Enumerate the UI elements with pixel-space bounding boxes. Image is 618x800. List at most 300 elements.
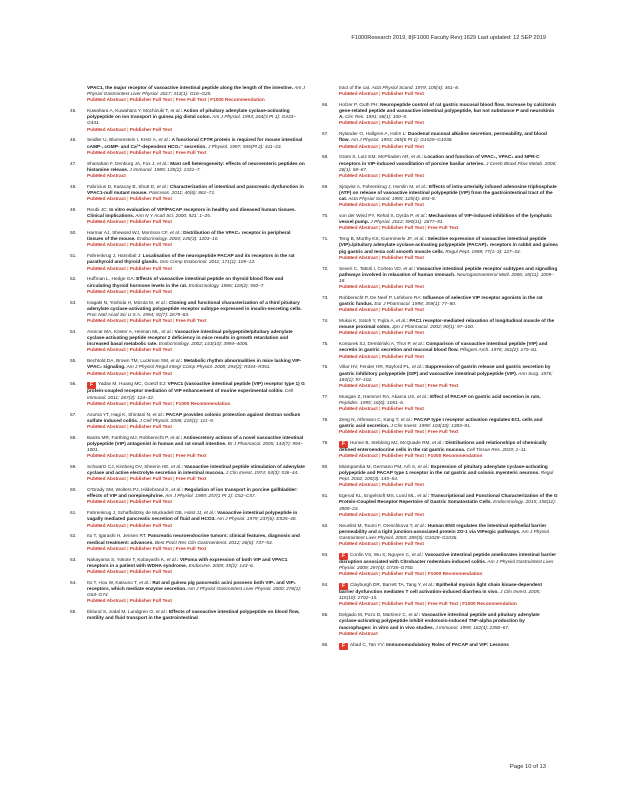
reference-authors: Asnicar MA, Köster A, Heiman ML,: [87, 329, 162, 335]
reference-authors: Seidler U, Blumenstein I, Kretz A,: [87, 138, 159, 144]
reference-et-al: et al.: [417, 494, 428, 500]
reference-item: [322, 643, 558, 650]
reference-item: [322, 441, 558, 460]
reference-et-al: et al.: [400, 417, 412, 423]
reference-link[interactable]: Free Full Text: [175, 454, 207, 460]
reference-title: Pancreatic neuroendocrine tumors: clinical features, diagnosis and medical treatment: advances.: [87, 534, 300, 546]
reference-citation: Cell Immunol. 2011; 267(2): 124–32.: [87, 389, 294, 401]
reference-link[interactable]: Publisher Full Text: [129, 546, 172, 552]
reference-link[interactable]: Publisher Full Text: [129, 454, 172, 460]
reference-citation: Am J Physiol. 1993; 265(6 Pt 1): G1029–G1038.: [349, 138, 453, 144]
reference-item: [70, 581, 306, 606]
reference-link[interactable]: Free Full Text: [175, 477, 207, 483]
reference-number: 67.: [322, 132, 329, 138]
reference-et-al: et al.: [166, 557, 177, 563]
reference-item: [70, 436, 306, 461]
reference-item: [322, 418, 558, 436]
reference-links: [339, 145, 558, 151]
reference-title: : PACAP provides colonic protection against dextran sodium sulfate induced colitis.: [87, 412, 301, 424]
reference-links: [339, 121, 558, 127]
reference-title: : PAC1 receptor-mediated relaxation of longitudinal muscle of the mouse proximal colon.: [339, 319, 555, 331]
reference-number: 79.: [322, 440, 329, 446]
reference-link[interactable]: PubMed Abstract: [339, 602, 378, 608]
reference-links: [87, 128, 306, 134]
reference-et-al: et al.: [411, 552, 423, 558]
reference-link[interactable]: PubMed Abstract: [339, 255, 378, 261]
reference-link[interactable]: Publisher Full Text: [381, 255, 424, 261]
reference-number: 46.: [70, 138, 77, 144]
reference-item: [322, 267, 558, 292]
reference-links: [87, 267, 306, 273]
reference-title: : Vasoactive intestinal polypeptide in vagally mediated pancreatic secretion of fluid and HCO3.: [87, 511, 298, 523]
reference-title: : Distributions and relationships of chemically defined enteroendocrine cells in the rat gastric mucosa.: [339, 440, 547, 453]
reference-citation: Ann N Y Acad Sci. 2000; 921: 1–25.: [134, 214, 212, 220]
reference-link[interactable]: Publisher Full Text: [381, 383, 424, 389]
reference-links: [339, 92, 558, 98]
reference-number: 77.: [322, 394, 329, 400]
reference-number: 64.: [70, 580, 77, 586]
reference-authors: Nakayama S, Yokote T, Kobayashi K,: [87, 557, 167, 563]
reference-link[interactable]: PubMed Abstract: [87, 454, 126, 460]
link-separator: |: [125, 243, 130, 249]
link-separator: |: [125, 599, 130, 605]
reference-et-al: et al.: [415, 184, 427, 190]
reference-citation: Am J Physiol Gastrointest Liver Physiol. 2009; 297(4): G735–G750.: [339, 559, 554, 572]
reference-link[interactable]: Publisher Full Text: [129, 599, 172, 605]
reference-link[interactable]: Free Full Text: [175, 98, 207, 104]
reference-links: [87, 372, 306, 378]
reference-citation: Acta Physiol Scand. 1979; 105(4): 461–8.: [370, 86, 460, 91]
reference-number: 75.: [322, 342, 329, 348]
reference-title: : Antisecretory actions of a novel vasoactive intestinal polypeptide (VIP) antagonist in human and rat small intestine.: [87, 435, 304, 447]
link-separator: |: [377, 430, 382, 436]
link-separator: |: [423, 430, 428, 436]
reference-authors: Conlin VS, Wu X, Nguyen C,: [350, 552, 412, 558]
reference-link[interactable]: PubMed Abstract: [87, 243, 126, 249]
reference-item: [322, 583, 558, 608]
reference-et-al: et al.: [203, 511, 215, 517]
reference-item: [70, 301, 306, 326]
reference-et-al: et al.: [416, 394, 428, 400]
link-separator: |: [377, 92, 382, 98]
reference-number: 47.: [70, 161, 77, 167]
reference-citation: J Immunol. 1999; 162(4): 2358–67.: [434, 625, 510, 631]
reference-links: [339, 572, 558, 578]
reference-title: : Effect of PACAP on gastric acid secretion in rats.: [427, 394, 541, 400]
reference-links: [339, 454, 558, 460]
reference-title: : Cloning and functional characterization of a third pituitary adenylate cyclase-activating polypeptide receptor subtype expressed in insulin-secreting cells.: [87, 300, 302, 312]
reference-number: 58.: [70, 435, 77, 441]
reference-links: [339, 632, 558, 638]
reference-citation: Acta Physiol Scand. 1985; 125(4): 693–8.: [347, 197, 436, 203]
reference-link[interactable]: PubMed Abstract: [87, 173, 126, 179]
reference-links: [339, 602, 558, 608]
reference-title: tract of the cat.: [339, 86, 371, 91]
reference-link[interactable]: PubMed Abstract: [339, 572, 378, 578]
reference-link[interactable]: PubMed Abstract: [339, 383, 378, 389]
reference-link[interactable]: Free Full Text: [175, 319, 207, 325]
link-separator: |: [171, 546, 176, 552]
reference-link[interactable]: PubMed Abstract: [87, 569, 126, 575]
reference-item: [70, 208, 306, 226]
reference-title: Localisation of the neuropeptide PACAP and its receptors in the rat parathyroid and thyroid glands.: [87, 254, 295, 266]
reference-link[interactable]: Free Full Text: [175, 150, 207, 156]
reference-item: [322, 296, 558, 314]
reference-et-al: et al.: [171, 464, 182, 470]
reference-link[interactable]: PubMed Abstract: [87, 371, 126, 377]
reference-link[interactable]: Publisher Full Text: [381, 144, 424, 150]
reference-item: [70, 86, 306, 104]
reference-link[interactable]: PubMed Abstract: [87, 500, 126, 506]
reference-number: 49.: [70, 207, 77, 213]
reference-et-al: et al.: [415, 214, 426, 220]
reference-link[interactable]: F1000 Recommendation: [175, 401, 231, 407]
reference-links: [87, 290, 306, 296]
reference-item: [322, 103, 558, 128]
reference-item: [322, 365, 558, 390]
reference-link[interactable]: Publisher Full Text: [381, 406, 424, 412]
reference-link[interactable]: Publisher Full Text: [381, 203, 424, 209]
reference-number: 84.: [322, 583, 329, 589]
reference-link[interactable]: Publisher Full Text: [129, 569, 172, 575]
reference-item: [322, 86, 558, 98]
reference-authors: Harmar AJ, Sheward WJ, Morrison CF,: [87, 231, 170, 237]
reference-link[interactable]: Publisher Full Text: [129, 220, 172, 226]
reference-citation: J Clin Invest. 1974; 54(3): 536–44.: [224, 471, 299, 477]
reference-authors: Kuwahara A, Kuwahara Y, Mochizuki T,: [87, 109, 171, 115]
link-separator: |: [125, 220, 130, 226]
reference-number: 76.: [322, 365, 329, 371]
reference-et-al: et al.: [155, 300, 166, 306]
reference-title: : Suppression of gastrin release and gastric secretion by gastric inhibitory polypeptide (GIP) and vasoactive intestinal polypeptide (VIP).: [339, 365, 551, 377]
reference-links: [87, 220, 306, 226]
reference-link[interactable]: PubMed Abstract: [339, 354, 378, 360]
f1000-recommended-icon: F: [339, 643, 348, 650]
reference-et-al: et al.: [156, 184, 168, 190]
reference-link[interactable]: PubMed Abstract: [87, 220, 126, 226]
f1000-recommended-icon: F: [87, 382, 96, 389]
reference-citation: Endocrinology. 1986; 118(2): 550–7.: [187, 283, 265, 289]
reference-title: : Expression of pituitary adenylate cyclase-activating polypeptide and PACAP type 1 receptor in the rat gastric and colonic myenteric neurons.: [339, 464, 548, 477]
reference-title: : Regulation of ion transport in porcine gallbladder: effects of VIP and norepinephrine.: [87, 488, 298, 500]
reference-citation: Am J Physiol. 1989; 257(1 Pt 1): C52–C57.: [163, 494, 256, 500]
reference-title: : Distribution of the VPAC₂ receptor in peripheral tissues of the mouse.: [87, 231, 291, 243]
reference-link[interactable]: Publisher Full Text: [381, 285, 424, 291]
reference-citation: Jpn J Pharmacol. 2002; 90(1): 97–100.: [390, 325, 475, 331]
reference-authors: Ito T, Hou W, Katsuno T,: [87, 580, 140, 586]
reference-link[interactable]: F1000 Recommendation: [210, 98, 265, 104]
reference-item: [322, 553, 558, 578]
link-separator: |: [377, 572, 382, 578]
link-separator: |: [377, 308, 382, 314]
reference-item: [322, 465, 558, 490]
reference-link[interactable]: PubMed Abstract: [87, 150, 126, 156]
reference-et-al: et al.: [139, 580, 150, 586]
reference-link[interactable]: Free Full Text: [427, 383, 459, 389]
reference-authors: Neunlist M, Toumi F, Oreschkova T,: [339, 523, 415, 529]
reference-link[interactable]: Publisher Full Text: [381, 542, 424, 548]
reference-link[interactable]: PubMed Abstract: [87, 197, 126, 203]
reference-links: [339, 203, 558, 209]
reference-authors: Azuma YT, Hagi K, Shintani N,: [87, 412, 153, 418]
reference-links: [87, 348, 306, 354]
reference-title: : Transcriptional and Functional Characterization of the G Protein-Coupled Receptor Repertoire of Gastric Somatostatin Cells.: [339, 494, 558, 506]
reference-authors: Banks MR, Farthing MJ, Robberecht P,: [87, 435, 171, 441]
reference-links: [87, 402, 306, 408]
reference-link[interactable]: Publisher Full Text: [381, 331, 424, 337]
reference-link[interactable]: Publisher Full Text: [381, 92, 424, 98]
reference-authors: Robberecht P, De Neef P, Lefebvre RA:: [339, 295, 424, 301]
reference-citation: Endocrine. 2009; 35(2): 143–6.: [187, 563, 254, 569]
reference-citation: Gen Comp Endocrinol. 2011; 171(1): 105–13.: [158, 260, 256, 266]
reference-link[interactable]: Publisher Full Text: [129, 401, 172, 407]
reference-authors: Nylander O, Hallgren A, Holm L:: [339, 132, 408, 138]
reference-link[interactable]: Publisher Full Text: [381, 308, 424, 314]
reference-number: 62.: [70, 534, 77, 540]
reference-links: [339, 407, 558, 413]
reference-item: [70, 488, 306, 506]
reference-et-al: et al.: [403, 266, 414, 272]
reference-authors: Abad C, Tan YV:: [350, 642, 387, 648]
reference-item: [322, 342, 558, 360]
reference-link[interactable]: Publisher Full Text: [381, 226, 424, 232]
link-separator: |: [171, 150, 176, 156]
reference-link[interactable]: Publisher Full Text: [129, 243, 172, 249]
reference-link[interactable]: Free Full Text: [175, 546, 207, 552]
reference-link[interactable]: Publisher Full Text: [129, 197, 172, 203]
reference-links: [87, 319, 306, 325]
reference-title: : Vasoactive intestinal peptide ameliorates intestinal barrier disruption associated with Citrobacter rodentium-induced colitis.: [339, 552, 557, 565]
reference-title: : Epithelial myosin light chain kinase-dependent barrier dysfunction mediates T cell activation-induced diarrhea in vivo.: [339, 583, 543, 596]
reference-number: 54.: [70, 329, 77, 335]
reference-link[interactable]: Free Full Text: [427, 430, 459, 436]
reference-link[interactable]: Publisher Full Text: [129, 127, 172, 133]
reference-item: [70, 277, 306, 295]
reference-link[interactable]: PubMed Abstract: [339, 430, 378, 436]
reference-number: 51.: [70, 254, 77, 260]
reference-item: [70, 109, 306, 134]
reference-link[interactable]: PubMed Abstract: [339, 454, 378, 460]
reference-item: [70, 558, 306, 576]
reference-number: 78.: [322, 417, 329, 423]
reference-title: : Mechanisms of VIP-induced inhibition of the lymphatic vessel pump.: [339, 214, 553, 226]
reference-authors: O'Grady SM, Wolters PJ, Hildebrand K,: [87, 488, 172, 494]
reference-citation: J Cereb Blood Flow Metab. 2006; 26(1): 58–67.: [339, 161, 557, 173]
reference-links: [87, 599, 306, 605]
reference-link[interactable]: Publisher Full Text: [129, 98, 172, 104]
reference-link[interactable]: PubMed Abstract: [339, 144, 378, 150]
reference-link[interactable]: Publisher Full Text: [129, 523, 172, 529]
reference-link[interactable]: PubMed Abstract: [87, 546, 126, 552]
reference-link[interactable]: PubMed Abstract: [339, 406, 378, 412]
reference-authors: Schwartz CJ, Kimberg DV, Sheerin HE,: [87, 464, 172, 470]
reference-number: 69.: [322, 184, 329, 190]
reference-authors: Holzer P, Guth PH:: [339, 103, 381, 108]
reference-link[interactable]: Publisher Full Text: [381, 602, 424, 608]
reference-link[interactable]: PubMed Abstract: [339, 121, 378, 127]
reference-authors: Inagaki N, Yoshida H, Mizuta M,: [87, 300, 156, 306]
reference-title: : Vasoactive intestinal peptide receptor subtypes and signalling pathways involved in relaxation of human stomach.: [339, 266, 558, 278]
link-separator: |: [377, 121, 382, 127]
reference-title: : Vasoactive intestinal peptide stimulation of adenylate cyclase and active electrolyte secretion in intestinal mucosa.: [87, 464, 305, 477]
reference-link[interactable]: PubMed Abstract: [87, 266, 126, 272]
reference-link[interactable]: PubMed Abstract: [87, 401, 126, 407]
reference-link[interactable]: PubMed Abstract: [339, 542, 378, 548]
reference-number: 85.: [322, 613, 329, 619]
reference-citation: Am J Physiol Gastrointest Liver Physiol. 2003; 285(5): G1028–G1036.: [339, 529, 549, 541]
reference-number: 65.: [70, 610, 77, 616]
reference-title: : Metabolic rhythm abnormalities in mice lacking VIP-VPAC₂ signaling.: [87, 359, 302, 371]
reference-link[interactable]: PubMed Abstract: [339, 331, 378, 337]
reference-link[interactable]: Publisher Full Text: [381, 454, 424, 460]
reference-link[interactable]: PubMed Abstract: [339, 285, 378, 291]
reference-links: [339, 308, 558, 314]
reference-link[interactable]: Free Full Text: [427, 226, 459, 232]
page-header: F1000Research 2019, 8(F1000 Faculty Rev):1629 Last updated: 12 SEP 2019: [351, 35, 546, 41]
reference-link[interactable]: Publisher Full Text: [129, 289, 172, 295]
link-separator: |: [125, 348, 130, 354]
reference-item: [322, 155, 558, 180]
reference-title: : Effects of intra-arterially infused adenosine triphosphate (ATP) on release of vasoactive intestinal polypeptide (VIP) from the gastrointestinal tract of the cat.: [339, 184, 557, 203]
reference-et-al: et al.: [414, 237, 425, 243]
reference-link[interactable]: Publisher Full Text: [129, 424, 172, 430]
reference-link[interactable]: PubMed Abstract: [87, 424, 126, 430]
reference-item: [322, 319, 558, 337]
reference-link[interactable]: Publisher Full Text: [129, 348, 172, 354]
reference-link[interactable]: PubMed Abstract: [339, 631, 378, 637]
reference-link[interactable]: PubMed Abstract: [339, 173, 378, 179]
link-separator: |: [125, 401, 130, 407]
reference-citation: J Clin Invest. 1999; 104(10): 1383–91.: [389, 423, 472, 429]
reference-link[interactable]: Publisher Full Text: [129, 266, 172, 272]
reference-citation: Endocrinology. 2002; 143(10): 3994–4006.: [157, 342, 249, 348]
reference-links: [87, 425, 306, 431]
link-separator: |: [125, 424, 130, 430]
reference-link[interactable]: Publisher Full Text: [381, 572, 424, 578]
reference-number: 56.: [70, 382, 77, 388]
reference-number: 68.: [322, 155, 329, 161]
reference-link[interactable]: PubMed Abstract: [339, 92, 378, 98]
link-separator: |: [171, 319, 176, 325]
reference-link[interactable]: Publisher Full Text: [381, 121, 424, 127]
reference-link[interactable]: Publisher Full Text: [129, 500, 172, 506]
reference-authors: Mungan Z, Hammer RA, Akarca US,: [339, 394, 417, 400]
reference-link[interactable]: Free Full Text: [427, 602, 459, 608]
reference-link[interactable]: PubMed Abstract: [87, 98, 126, 104]
reference-link[interactable]: PubMed Abstract: [87, 127, 126, 133]
reference-item: [322, 524, 558, 549]
reference-link[interactable]: Publisher Full Text: [381, 512, 424, 518]
reference-link[interactable]: PubMed Abstract: [87, 477, 126, 483]
reference-title: : A functional CFTR protein is required for mouse intestinal cAMP-, cGMP- and Ca²⁺-dependent HCO₃⁻ secretion.: [87, 138, 303, 150]
reference-number: 80.: [322, 464, 329, 470]
reference-authors: Villar HV, Fender HR, Rayford PL,: [339, 365, 412, 371]
reference-link[interactable]: Publisher Full Text: [381, 483, 424, 489]
references-right-column: [322, 86, 558, 654]
reference-links: [87, 477, 306, 483]
reference-link[interactable]: Publisher Full Text: [129, 477, 172, 483]
link-separator: |: [125, 569, 130, 575]
link-separator: |: [458, 602, 463, 608]
link-separator: |: [377, 331, 382, 337]
reference-et-al: et al.: [171, 488, 182, 494]
reference-link[interactable]: Publisher Full Text: [381, 430, 424, 436]
reference-citation: Regul Pept. 2002; 105(3): 145–54.: [339, 471, 554, 483]
reference-et-al: et al.: [408, 613, 419, 619]
reference-link[interactable]: Publisher Full Text: [129, 371, 172, 377]
reference-link[interactable]: PubMed Abstract: [339, 483, 378, 489]
reference-item: [70, 162, 306, 180]
reference-link[interactable]: F1000 Recommendation: [427, 454, 483, 460]
reference-authors: Grant S, Lutz EM, McPhaden AR,: [339, 155, 412, 161]
reference-link[interactable]: PubMed Abstract: [87, 523, 126, 529]
reference-item: [70, 382, 306, 407]
reference-citation: Br J Pharmacol. 2005; 144(7): 994–1001.: [87, 441, 303, 453]
link-separator: |: [377, 285, 382, 291]
reference-et-al: et al.: [152, 412, 163, 418]
reference-authors: Sjöqvist A, Fahrenkrug J, Hemlin M,: [339, 184, 416, 190]
reference-item: [70, 330, 306, 355]
reference-link[interactable]: PubMed Abstract: [87, 599, 126, 605]
reference-link[interactable]: Publisher Full Text: [381, 173, 424, 179]
reference-link[interactable]: PubMed Abstract: [87, 319, 126, 325]
reference-item: [70, 511, 306, 529]
reference-authors: Reubi JC:: [87, 207, 110, 213]
link-separator: |: [125, 546, 130, 552]
reference-et-al: et al.: [411, 155, 422, 161]
reference-link[interactable]: Publisher Full Text: [129, 150, 172, 156]
reference-link[interactable]: Publisher Full Text: [129, 319, 172, 325]
reference-link[interactable]: Publisher Full Text: [381, 354, 424, 360]
reference-authors: Ito T, Igarashi H, Jensen RT:: [87, 534, 148, 540]
link-separator: |: [171, 401, 176, 407]
reference-link[interactable]: PubMed Abstract: [339, 512, 378, 518]
reference-number: 48.: [70, 184, 77, 190]
f1000-recommended-icon: F: [339, 553, 348, 560]
reference-et-al: et al.: [170, 109, 181, 115]
reference-links: [87, 454, 306, 460]
reference-authors: Konturek SJ, Dembiński A, Thor P,: [339, 342, 413, 348]
link-separator: |: [125, 371, 130, 377]
reference-number: 83.: [322, 552, 329, 558]
reference-item: [70, 359, 306, 377]
f1000-recommended-icon: F: [339, 583, 348, 590]
reference-link[interactable]: PubMed Abstract: [87, 348, 126, 354]
reference-link[interactable]: F1000 Recommendation: [427, 572, 483, 578]
reference-title: : Characterization of intestinal and pancreatic dysfunction in VPAC1-null mutant mouse.: [87, 184, 304, 196]
link-separator: |: [171, 477, 176, 483]
link-separator: |: [377, 226, 382, 232]
reference-citation: Pflugers Arch. 1976; 361(2): 175–81.: [458, 348, 538, 354]
reference-link[interactable]: PubMed Abstract: [339, 226, 378, 232]
reference-links: [87, 570, 306, 576]
reference-citation: Proc Natl Acad Sci U S A. 1994; 91(7): 2679–83.: [87, 312, 190, 318]
reference-number: 63.: [70, 557, 77, 563]
reference-title: : Vasoactive intestinal peptide and pituitary adenylate cyclase-activating polypeptide inhibit endotoxin-induced TNF-alpha production by macrophages: in vitro and in vivo studies.: [339, 613, 540, 631]
reference-et-al: et al.: [161, 329, 172, 335]
reference-number: 60.: [70, 488, 77, 494]
reference-link[interactable]: PubMed Abstract: [339, 203, 378, 209]
reference-link[interactable]: PubMed Abstract: [339, 308, 378, 314]
reference-number: 45.: [70, 109, 77, 115]
reference-citation: Circ Res. 1991; 68(1): 100–5.: [343, 115, 408, 121]
reference-item: [322, 237, 558, 262]
reference-link[interactable]: PubMed Abstract: [87, 289, 126, 295]
reference-item: [322, 185, 558, 210]
reference-citation: J Physiol. 2012; 590(11): 2677–91.: [369, 220, 444, 226]
link-separator: |: [423, 602, 428, 608]
reference-link[interactable]: F1000 Recommendation: [462, 602, 517, 608]
